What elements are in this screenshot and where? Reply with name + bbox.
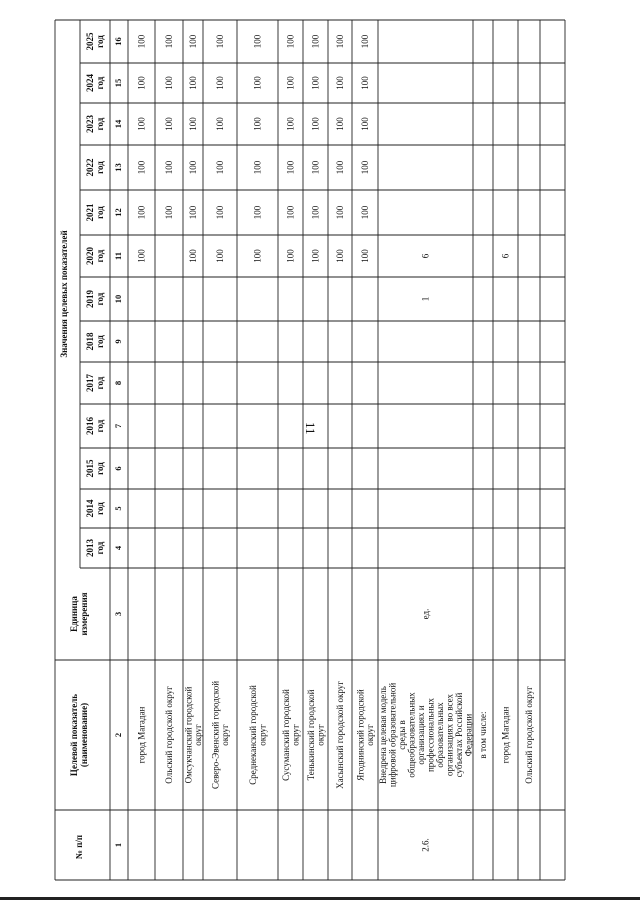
row-name: организациях и <box>415 705 426 765</box>
row-name: Омсукчанский городской <box>183 686 194 784</box>
header-num: № п/п <box>74 834 84 860</box>
column-number: 1 <box>113 842 123 848</box>
column-number: 6 <box>113 466 123 471</box>
row-name: общеобразовательных <box>406 692 417 778</box>
column-number: 9 <box>113 339 123 344</box>
row-value: 100 <box>335 76 345 90</box>
row-name: Федерации <box>463 713 474 757</box>
row-value: 100 <box>310 76 321 90</box>
header-year: 2022 <box>85 158 95 177</box>
page-number: 11 <box>303 422 318 435</box>
row-value: 100 <box>310 205 321 220</box>
row-name: субъектах Российской <box>453 692 464 778</box>
header-year: 2023 <box>85 115 95 133</box>
header-year: 2018 <box>85 332 95 351</box>
row-value: 100 <box>215 76 225 90</box>
row-name: округ <box>192 724 203 746</box>
column-number: 16 <box>113 37 123 46</box>
row-value: 100 <box>188 249 198 263</box>
row-name: Тенькинский городской <box>305 689 316 781</box>
row-value: 6 <box>500 253 511 259</box>
row-value: 100 <box>164 34 174 49</box>
row-name: в том числе: <box>478 711 488 759</box>
row-name: Ольский городской округ <box>524 686 534 784</box>
row-value: 100 <box>164 76 174 90</box>
row-value: 100 <box>252 249 263 263</box>
header-unit: Единица <box>69 596 79 632</box>
row-value: 100 <box>215 249 225 263</box>
row-value: 100 <box>285 205 296 220</box>
header-year: 2019 <box>85 290 95 308</box>
row-value: 1 <box>420 296 431 302</box>
row-value: 100 <box>285 76 296 90</box>
header-year: год <box>95 419 105 433</box>
row-value: 100 <box>252 34 263 49</box>
header-year: год <box>95 35 105 48</box>
row-value: 100 <box>188 205 198 220</box>
row-value: 100 <box>360 160 370 175</box>
row-value: 100 <box>252 76 263 90</box>
row-unit: ед. <box>420 608 431 620</box>
header-year: 2020 <box>85 247 95 265</box>
header-year: год <box>95 335 105 348</box>
header-year: год <box>95 376 105 390</box>
row-name: Среднеканский городской <box>247 685 258 785</box>
column-number: 8 <box>113 380 123 386</box>
column-number: 7 <box>113 423 123 429</box>
header-unit: измерения <box>79 592 89 636</box>
header-year: год <box>95 292 105 306</box>
row-value: 100 <box>164 205 174 220</box>
row-name: Северо-Эвенский городской <box>210 680 221 790</box>
row-value: 6 <box>420 253 431 259</box>
row-value: 100 <box>164 160 174 175</box>
row-name: округ <box>219 724 230 746</box>
row-value: 100 <box>136 205 147 220</box>
column-number: 5 <box>113 506 123 511</box>
row-value: 100 <box>310 117 321 131</box>
row-name: Ольский городской округ <box>164 686 174 784</box>
row-value: 100 <box>285 160 296 175</box>
header-indicator: (наименование) <box>79 702 89 768</box>
header-year: год <box>95 206 105 219</box>
row-value: 100 <box>136 34 147 49</box>
row-value: 100 <box>310 160 321 175</box>
row-value: 100 <box>136 160 147 175</box>
row-value: 100 <box>335 34 345 49</box>
row-name: город Магадан <box>136 706 147 764</box>
header-year: год <box>95 161 105 174</box>
header-year: 2017 <box>85 374 95 392</box>
row-value: 100 <box>215 160 225 175</box>
column-number: 12 <box>113 208 123 217</box>
row-name: организациях во всех <box>444 693 455 777</box>
row-value: 100 <box>360 34 370 49</box>
row-value: 100 <box>136 117 147 131</box>
row-value: 100 <box>188 117 198 131</box>
header-year: 2013 <box>85 539 95 557</box>
row-num: 2.6. <box>420 838 431 852</box>
row-value: 100 <box>360 249 370 263</box>
row-name: профессиональных <box>425 697 436 773</box>
row-name: округ <box>290 724 301 746</box>
row-value: 100 <box>360 117 370 131</box>
row-value: 100 <box>136 249 147 263</box>
row-value: 100 <box>252 160 263 175</box>
row-name: округ <box>364 724 375 746</box>
row-name: Хасынский городской округ <box>335 681 345 789</box>
row-value: 100 <box>252 117 263 131</box>
header-indicator: Целевой показатель <box>69 693 79 777</box>
row-value: 100 <box>215 34 225 49</box>
header-year: 2021 <box>85 203 95 222</box>
row-value: 100 <box>164 117 174 131</box>
row-value: 100 <box>335 160 345 175</box>
row-value: 100 <box>285 249 296 263</box>
header-year: 2016 <box>85 417 95 435</box>
header-year: год <box>95 502 105 515</box>
header-year: год <box>95 117 105 131</box>
header-year: год <box>95 541 105 555</box>
row-name: город Магадан <box>500 706 511 764</box>
row-value: 100 <box>360 205 370 220</box>
column-number: 14 <box>113 119 123 129</box>
row-value: 100 <box>335 249 345 263</box>
header-year: год <box>95 76 105 90</box>
column-number: 10 <box>113 294 123 304</box>
scan-edge-line <box>0 897 640 900</box>
row-value: 100 <box>285 117 296 131</box>
row-value: 100 <box>215 205 225 220</box>
row-value: 100 <box>215 117 225 131</box>
row-name: Сусуманский городской <box>280 689 291 781</box>
column-number: 2 <box>113 732 123 738</box>
header-year: год <box>95 249 105 263</box>
row-name: среды в <box>396 720 407 750</box>
row-value: 100 <box>252 205 263 220</box>
column-number: 3 <box>113 611 123 617</box>
row-value: 100 <box>310 34 321 49</box>
row-name: округ <box>315 724 326 746</box>
column-number: 15 <box>113 78 123 88</box>
row-value: 100 <box>285 34 296 49</box>
header-year: год <box>95 462 105 475</box>
column-number: 11 <box>113 251 123 261</box>
row-name: округ <box>257 724 268 746</box>
row-value: 100 <box>188 160 198 175</box>
header-year: 2015 <box>85 459 95 478</box>
row-name: образовательных <box>434 702 445 768</box>
column-number: 13 <box>113 163 123 172</box>
row-value: 100 <box>188 34 198 49</box>
row-value: 100 <box>335 205 345 220</box>
row-value: 100 <box>335 117 345 131</box>
row-value: 100 <box>188 76 198 90</box>
row-value: 100 <box>310 249 321 263</box>
row-value: 100 <box>360 76 370 90</box>
header-year: 2014 <box>85 499 95 518</box>
row-name: Внедрена целевая модель <box>377 686 388 784</box>
header-values-group: Значения целевых показателей <box>59 230 69 358</box>
row-name: Ягоднинский городской <box>355 689 366 781</box>
row-value: 100 <box>136 76 147 90</box>
column-number: 4 <box>113 545 123 551</box>
header-year: 2025 <box>85 32 95 51</box>
header-year: 2024 <box>85 74 95 92</box>
row-name: цифровой образовательной <box>387 682 398 788</box>
